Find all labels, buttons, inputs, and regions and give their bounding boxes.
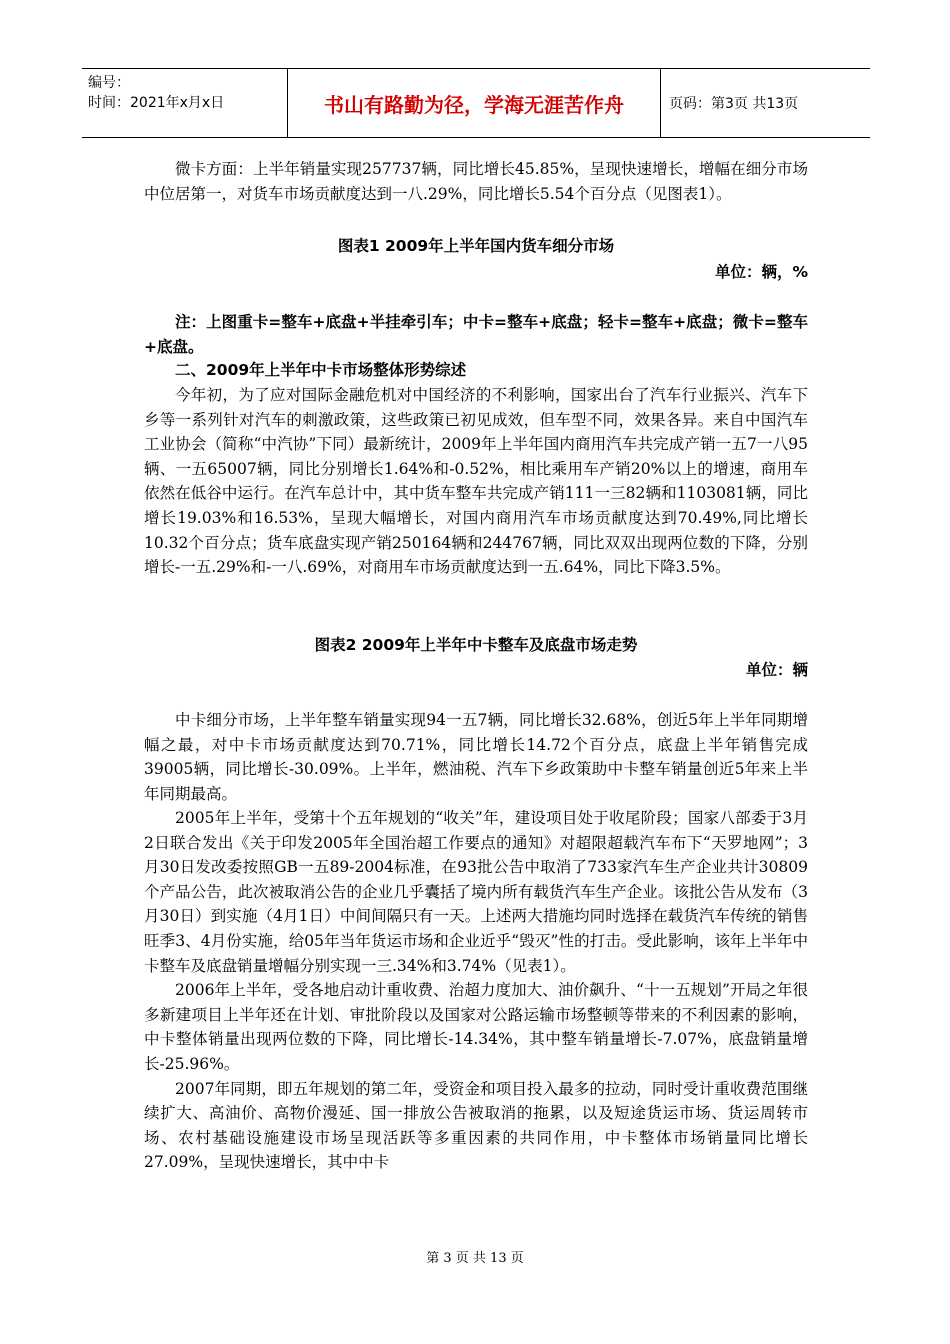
section2-heading: 二、2009年上半年中卡市场整体形势综述 <box>175 361 467 379</box>
figure1-note: 注：上图重卡=整车+底盘+半挂牵引车；中卡=整车+底盘；轻卡=整车+底盘；微卡=整车+底盘。 <box>144 313 808 356</box>
page-footer: 第 3 页 共 13 页 <box>426 1251 524 1266</box>
body-paragraph: 微卡方面：上半年销量实现257737辆，同比增长45.85%，呈现快速增长，增幅在细分市场中位居第一，对货车市场贡献度达到一八.29%，同比增长5.54个百分点（见图表1）。 <box>144 160 808 203</box>
body-paragraph: 2006年上半年，受各地启动计重收费、治超力度加大、油价飙升、“十一五规划”开局之年很多新建项目上半年还在计划、审批阶段以及国家对公路运输市场整顿等带来的不利因素的影响，中卡整体销量出现两位数的下降，同比增长-14.34%，其中整车销量增长-7.07%，底盘销量增长-25.96%。 <box>144 981 808 1073</box>
figure1-title: 图表1 2009年上半年国内货车细分市场 <box>337 237 615 255</box>
figure1-unit: 单位：辆，% <box>714 263 808 281</box>
header-page-info: 页码：第3页 共13页 <box>669 96 799 112</box>
figure2-title: 图表2 2009年上半年中卡整车及底盘市场走势 <box>314 636 638 654</box>
page-header <box>82 68 870 138</box>
body-paragraph: 今年初，为了应对国际金融危机对中国经济的不利影响，国家出台了汽车行业振兴、汽车下乡等一系列针对汽车的刺激政策，这些政策已初见成效，但车型不同，效果各异。来自中国汽车工业协会（简称“中汽协”下同）最新统计，2009年上半年国内商用汽车共完成产销一五7一八95辆、一五65007辆，同比分别增长1.64%和-0.52%，相比乘用车产销20%以上的增速，商用车依然在低谷中运行。在汽车总计中，其中货车整车共完成产销111一三82辆和1103081辆，同比增长19.03%和16.53%，呈现大幅增长，对国内商用汽车市场贡献度达到70.49%,同比增长10.32个百分点；货车底盘实现产销250164辆和244767辆，同比双双出现两位数的下降，分别增长-一五.29%和-一八.69%，对商用车市场贡献度达到一五.64%，同比下降3.5%。 <box>144 386 808 577</box>
header-meta <box>82 69 288 137</box>
figure1-unit-block <box>144 260 808 285</box>
body-paragraph: 2007年同期，即五年规划的第二年，受资金和项目投入最多的拉动，同时受计重收费范围继续扩大、高油价、高物价漫延、国一排放公告被取消的拖累，以及短途货运市场、货运周转市场、农村基础设施建设市场呈现活跃等多重因素的共同作用，中卡整体市场销量同比增长27.09%，呈现快速增长，其中中卡 <box>144 1079 808 1172</box>
figure1-note-block <box>144 310 808 359</box>
figure1-caption-block <box>144 234 808 260</box>
paragraph-2005 <box>144 806 808 1175</box>
header-motto: 书山有路勤为径，学海无涯苦作舟 <box>288 69 661 137</box>
document-number-label: 编号： <box>88 75 130 91</box>
figure2-unit: 单位：辆 <box>745 661 808 679</box>
section2-block <box>144 358 808 383</box>
paragraph-micro-truck <box>144 157 808 206</box>
body-paragraph: 2005年上半年，受第十个五年规划的“收关”年，建设项目处于收尾阶段；国家八部委于3月2日联合发出《关于印发2005年全国治超工作要点的通知》对超限超载汽车布下“天罗地网”；3月30日发改委按照GB一五89-2004标准，在93批公告中取消了733家汽车生产企业共计30809个产品公告，此次被取消公告的企业几乎囊括了境内所有载货汽车生产企业。该批公告从发布（3月30日）到实施（4月1日）中间间隔只有一天。上述两大措施均同时选择在载货汽车传统的销售旺季3、4月份实施，给05年当年货运市场和企业近乎“毁灭”性的打击。受此影响，该年上半年中卡整车及底盘销量增幅分别实现一三.34%和3.74%（见表1）。 <box>144 809 808 975</box>
figure2-caption-block <box>144 633 808 658</box>
document-date: 时间：2021年x月x日 <box>88 95 225 111</box>
paragraph-overview <box>144 383 808 580</box>
paragraph-medium-truck <box>144 708 808 806</box>
body-paragraph: 中卡细分市场，上半年整车销量实现94一五7辆，同比增长32.68%，创近5年上半年同期增幅之最，对中卡市场贡献度达到70.71%，同比增长14.72个百分点，底盘上半年销售完成39005辆，同比增长-30.09%。上半年，燃油税、汽车下乡政策助中卡整车销量创近5年来上半年同期最高。 <box>144 711 808 803</box>
figure2-unit-block <box>144 658 808 683</box>
